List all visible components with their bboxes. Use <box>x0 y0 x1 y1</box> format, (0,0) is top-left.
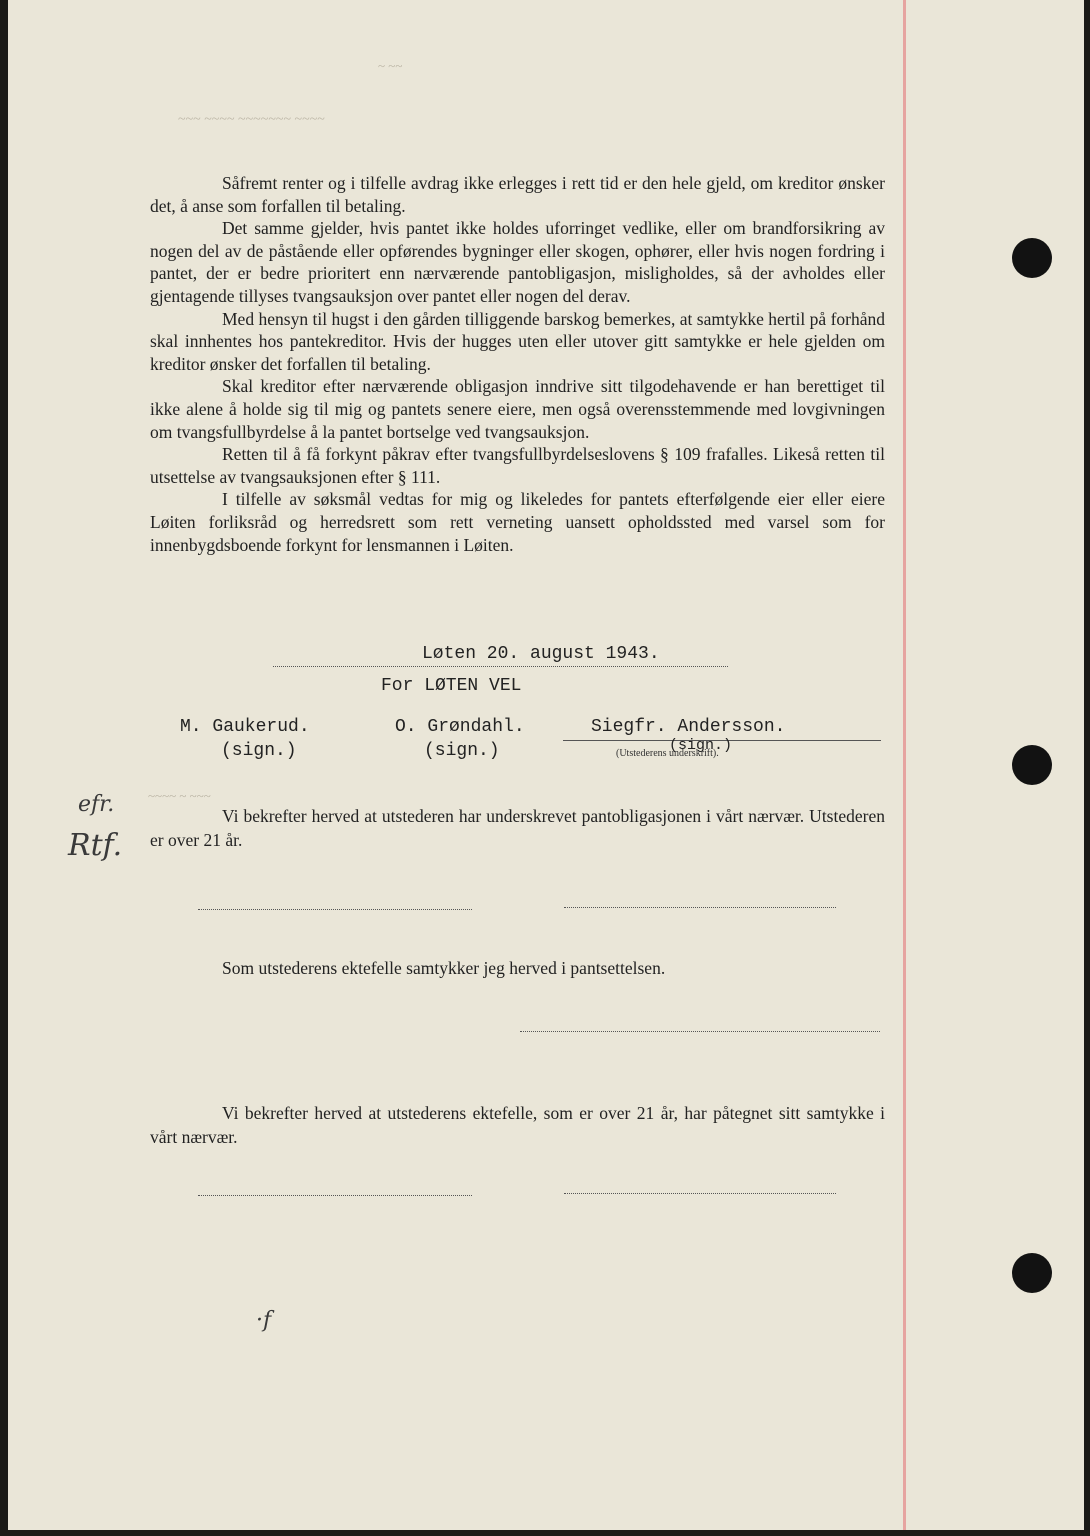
margin-handwriting-1: efr. <box>78 792 115 817</box>
issuer-organization: For LØTEN VEL <box>381 676 522 696</box>
bleed-through-mark: ~~~~ ~ ~~~ <box>148 788 211 803</box>
bleed-through-mark: ~ ~~ <box>378 58 403 73</box>
signatory-1-sign: (sign.) <box>221 741 297 761</box>
witness-2-signature-line <box>564 907 836 908</box>
witness-statement-2-text: Vi bekrefter herved at utstederens ektefelle, som er over 21 år, har påtegnet sitt samtykke i vårt nærvær. <box>150 1103 885 1147</box>
signatory-1-name: M. Gaukerud. <box>180 717 310 737</box>
signatory-3-name: Siegfr. Andersson. <box>591 717 786 737</box>
punch-hole <box>1012 238 1052 278</box>
paragraph-enforcement: Skal kreditor efter nærværende obligasjon inndrive sitt tilgodehavende er han berettiget til ikke alene å holde sig til mig og pantets senere eiere, men også overensstemmende med lovgivningen om tvangsfullbyrdelse å la pantet bortselge ved tvangsauksjon. <box>150 376 885 442</box>
witness-1-signature-line <box>198 909 472 910</box>
signatory-2-sign: (sign.) <box>424 741 500 761</box>
signatory-3-sign: (sign.) <box>669 737 733 754</box>
margin-handwriting-3: ·f <box>256 1308 272 1333</box>
witness-statement-1-text: Vi bekrefter herved at utstederen har underskrevet pantobligasjonen i vårt nærvær. Utstederen er over 21 år. <box>150 806 885 850</box>
paragraph-maintenance: Det samme gjelder, hvis pantet ikke holdes uforringet vedlike, eller om brandforsikring av nogen del av de påstående eller opførendes bygninger eller skogen, ophører, eller hvis nogen fordring i pantet, der er bedre prioritert enn nærværende pantobligasjon, misligholdes, så der avholdes eller gjentagende tillyses tvangsauksjon over pantet eller nogen del derav. <box>150 218 885 306</box>
issuer-signature-caption: (Utstederens underskrift). <box>616 748 719 759</box>
mortgage-terms-text <box>150 172 885 556</box>
paragraph-logging: Med hensyn til hugst i den gården tilliggende barskog bemerkes, at samtykke hertil på forhånd skal innhentes hos pantekreditor. Hvis der hugges uten eller utover gitt samtykke er hele gjelden om kreditor ønsker det forfallen til betaling. <box>150 308 885 374</box>
punch-hole <box>1012 1253 1052 1293</box>
bleed-through-mark: ~~~ ~~~~ ~~~~~~~ ~~~~ <box>178 112 325 127</box>
witness-statement-1 <box>150 804 885 852</box>
signatory-2-name: O. Grøndahl. <box>395 717 525 737</box>
document-page <box>8 0 1084 1530</box>
place-date: Løten 20. august 1943. <box>422 644 660 664</box>
margin-rule <box>903 0 906 1530</box>
margin-handwriting-2: Rtf. <box>68 828 123 863</box>
punch-hole <box>1012 745 1052 785</box>
witness-statement-2 <box>150 1101 885 1149</box>
paragraph-default-interest: Såfremt renter og i tilfelle avdrag ikke erlegges i rett tid er den hele gjeld, om kreditor ønsker det, å anse som forfallen til betaling. <box>150 173 885 216</box>
paragraph-notice-waiver: Retten til å få forkynt påkrav efter tvangsfullbyrdelseslovens § 109 frafalles. Likeså retten til utsettelse av tvangsauksjonen efter § 111. <box>150 444 885 487</box>
witness-3-signature-line <box>198 1195 472 1196</box>
spouse-consent-statement: Som utstederens ektefelle samtykker jeg herved i pantsettelsen. <box>222 958 666 978</box>
paragraph-jurisdiction: I tilfelle av søksmål vedtas for mig og likeledes for pantets efterfølgende eier eller eiere Løiten forliksråd og herredsrett som rett verneting uansett opholdssted med varsel som for innenbygdsboende forkynt for lensmannen i Løiten. <box>150 489 885 555</box>
spouse-signature-line <box>520 1031 880 1032</box>
witness-4-signature-line <box>564 1193 836 1194</box>
date-line <box>273 666 728 667</box>
